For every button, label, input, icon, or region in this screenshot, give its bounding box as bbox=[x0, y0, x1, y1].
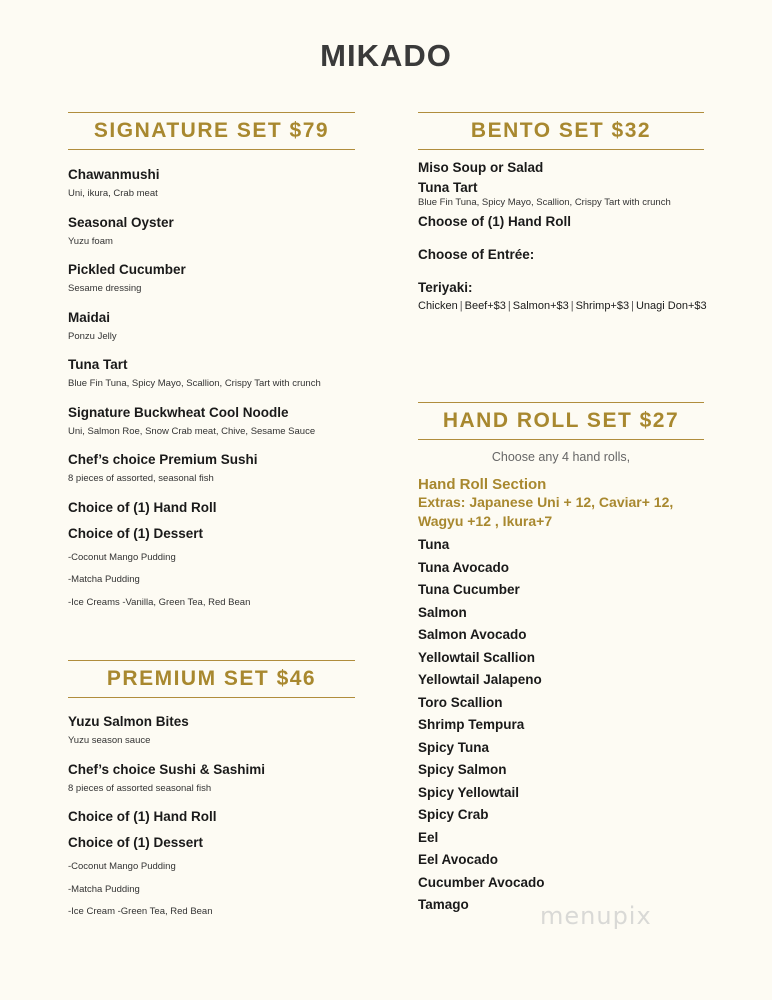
hand-roll-extras: Wagyu +12 , Ikura+7 bbox=[418, 513, 553, 529]
bento-set-heading: BENTO SET $32 bbox=[418, 112, 704, 150]
item-desc: Yuzu foam bbox=[68, 235, 113, 247]
item-desc: Yuzu season sauce bbox=[68, 735, 151, 746]
item-name: Maidai bbox=[68, 309, 111, 325]
item-name: Chawanmushi bbox=[68, 167, 160, 182]
item-name: Signature Buckwheat Cool Noodle bbox=[68, 404, 289, 420]
item-name: Choice of (1) Hand Roll bbox=[68, 499, 217, 515]
item-name: Seasonal Oyster bbox=[68, 214, 174, 230]
hand-roll-section-title: Hand Roll Section bbox=[418, 476, 547, 493]
hand-roll-item: Spicy Salmon bbox=[418, 762, 507, 777]
premium-set-section bbox=[68, 660, 355, 929]
item-desc: Ponzu Jelly bbox=[68, 330, 117, 342]
hand-roll-item: Eel Avocado bbox=[418, 852, 499, 867]
dessert-option: -Matcha Pudding bbox=[68, 574, 140, 585]
menu-item bbox=[68, 710, 355, 758]
menu-item bbox=[68, 211, 355, 259]
hand-roll-item: Spicy Yellowtail bbox=[418, 784, 520, 800]
menu-item bbox=[68, 258, 355, 306]
bento-entree: Choose of Entrée: bbox=[418, 247, 535, 262]
menu-item bbox=[68, 306, 355, 354]
premium-set-heading: PREMIUM SET $46 bbox=[68, 660, 355, 698]
hand-roll-item: Spicy Tuna bbox=[418, 739, 490, 755]
bento-set-section bbox=[418, 112, 707, 312]
menu-item bbox=[68, 831, 355, 861]
hand-roll-item: Yellowtail Jalapeno bbox=[418, 672, 542, 687]
teriyaki-option: Shrimp+$3 bbox=[575, 300, 630, 312]
signature-set-section bbox=[68, 112, 355, 619]
menu-item bbox=[68, 163, 355, 211]
hand-roll-set-heading: HAND ROLL SET $27 bbox=[418, 402, 704, 440]
menu-item bbox=[68, 805, 355, 831]
menu-item bbox=[68, 496, 355, 522]
bento-teriyaki: Teriyaki: bbox=[418, 280, 473, 295]
item-name: Chef’s choice Premium Sushi bbox=[68, 452, 258, 467]
teriyaki-options: Chicken | Beef+$3 | Salmon+$3 | Shrimp+$3 | Unagi Don+$3 bbox=[418, 300, 707, 312]
item-name: Tuna Tart bbox=[68, 357, 128, 372]
teriyaki-option: Unagi Don+$3 bbox=[635, 300, 707, 312]
item-desc: 8 pieces of assorted seasonal fish bbox=[68, 782, 212, 794]
bento-tuna-tart-desc: Blue Fin Tuna, Spicy Mayo, Scallion, Crispy Tart with crunch bbox=[418, 197, 671, 208]
dessert-option: -Coconut Mango Pudding bbox=[68, 551, 176, 563]
hand-roll-item: Salmon Avocado bbox=[418, 627, 527, 642]
bento-miso: Miso Soup or Salad bbox=[418, 160, 544, 175]
hand-roll-extras: Extras: Japanese Uni + 12, Caviar+ 12, bbox=[418, 494, 674, 510]
menu-item bbox=[68, 353, 355, 401]
item-name: Yuzu Salmon Bites bbox=[68, 714, 189, 729]
item-name: Choice of (1) Hand Roll bbox=[68, 809, 217, 824]
item-desc: Uni, ikura, Crab meat bbox=[68, 188, 158, 199]
hand-roll-item: Tuna Avocado bbox=[418, 559, 510, 575]
teriyaki-option: Salmon+$3 bbox=[512, 300, 569, 312]
hand-roll-item: Tuna Cucumber bbox=[418, 582, 520, 597]
hand-roll-item: Eel bbox=[418, 829, 439, 845]
teriyaki-option: Beef+$3 bbox=[464, 300, 506, 312]
hand-roll-item: Cucumber Avocado bbox=[418, 874, 545, 890]
page-title: MIKADO bbox=[320, 38, 452, 73]
hand-roll-subtitle: Choose any 4 hand rolls, bbox=[491, 450, 631, 464]
item-desc: Uni, Salmon Roe, Snow Crab meat, Chive, Sesame Sauce bbox=[68, 425, 316, 437]
dessert-option: -Ice Cream -Green Tea, Red Bean bbox=[68, 906, 213, 917]
bento-tuna-tart: Tuna Tart bbox=[418, 180, 478, 195]
item-name: Choice of (1) Dessert bbox=[68, 525, 204, 541]
item-desc: Sesame dressing bbox=[68, 283, 142, 294]
hand-roll-item: Toro Scallion bbox=[418, 694, 503, 710]
dessert-option: -Ice Creams -Vanilla, Green Tea, Red Bean bbox=[68, 596, 251, 608]
teriyaki-option: Chicken bbox=[418, 300, 458, 312]
hand-roll-item: Shrimp Tempura bbox=[418, 717, 525, 732]
item-name: Pickled Cucumber bbox=[68, 262, 186, 277]
watermark-logo: menupix bbox=[540, 902, 652, 930]
item-name: Choice of (1) Dessert bbox=[68, 835, 204, 850]
item-desc: 8 pieces of assorted, seasonal fish bbox=[68, 473, 214, 484]
hand-roll-item: Tuna bbox=[418, 537, 450, 552]
hand-roll-item: Tamago bbox=[418, 897, 469, 912]
hand-roll-item: Spicy Crab bbox=[418, 807, 489, 822]
menu-item bbox=[68, 401, 355, 449]
menu-item bbox=[68, 448, 355, 496]
hand-roll-item: Yellowtail Scallion bbox=[418, 649, 536, 665]
item-name: Chef’s choice Sushi & Sashimi bbox=[68, 761, 266, 777]
menu-item bbox=[68, 522, 355, 552]
signature-set-heading: SIGNATURE SET $79 bbox=[68, 112, 355, 150]
hand-roll-set-section bbox=[418, 402, 704, 920]
item-desc: Blue Fin Tuna, Spicy Mayo, Scallion, Crispy Tart with crunch bbox=[68, 378, 321, 389]
menu-item bbox=[68, 758, 355, 806]
bento-hand-roll: Choose of (1) Hand Roll bbox=[418, 214, 571, 229]
dessert-option: -Matcha Pudding bbox=[68, 883, 140, 895]
hand-roll-item: Salmon bbox=[418, 604, 467, 620]
dessert-option: -Coconut Mango Pudding bbox=[68, 861, 176, 872]
